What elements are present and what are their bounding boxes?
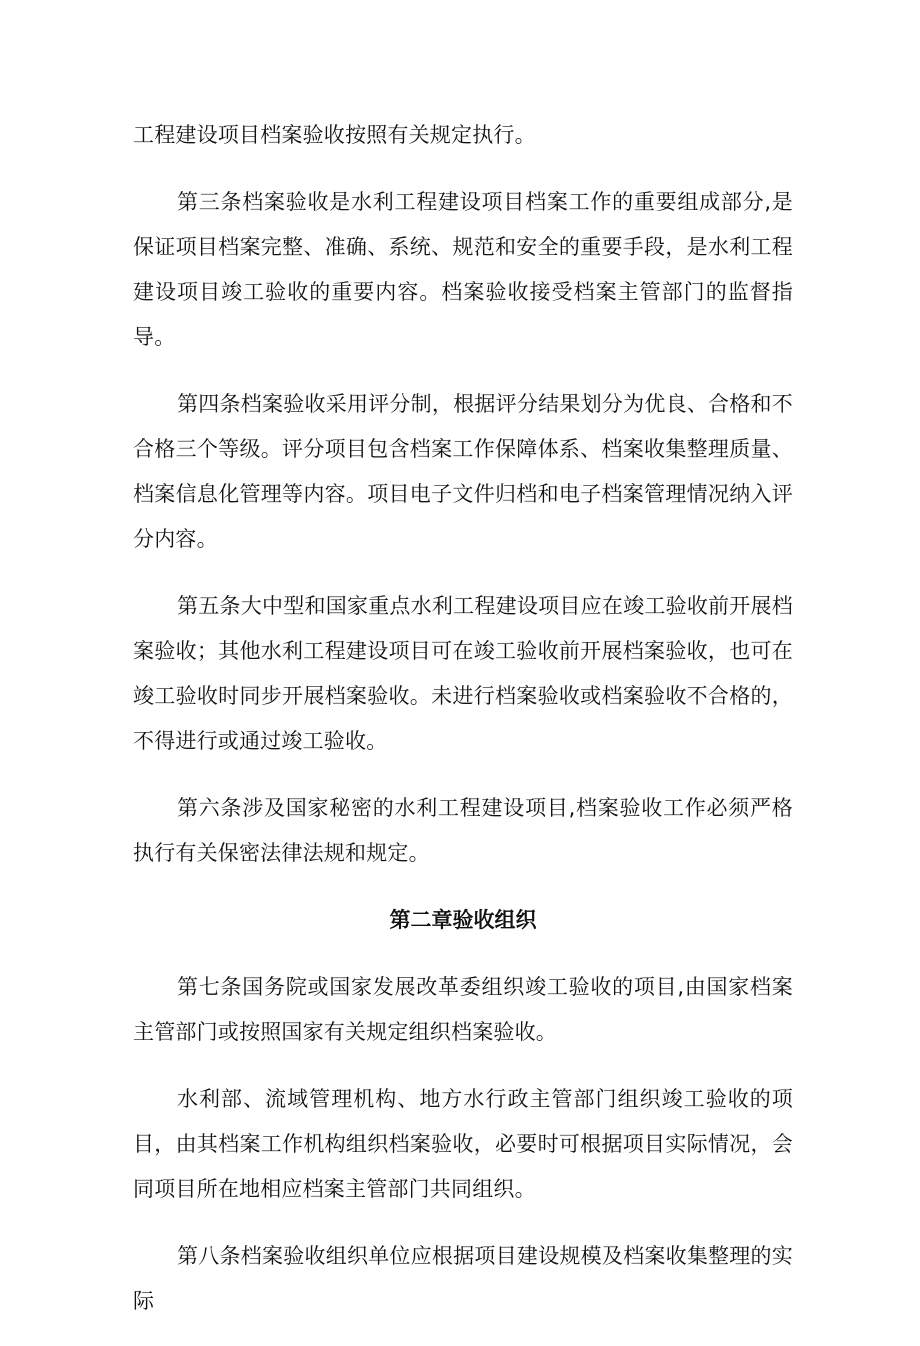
article-4-paragraph: 第四条档案验收采用评分制，根据评分结果划分为优良、合格和不合格三个等级。评分项目包含档案工作保障体系、档案收集整理质量、档案信息化管理等内容。项目电子文件归档和电子档案管理情况纳入评分内容。 xyxy=(133,392,793,551)
article-6-paragraph: 第六条涉及国家秘密的水利工程建设项目,档案验收工作必须严格执行有关保密法律法规和规定。 xyxy=(133,796,793,865)
paragraph-continuation: 工程建设项目档案验收按照有关规定执行。 xyxy=(133,123,536,147)
article-5-paragraph: 第五条大中型和国家重点水利工程建设项目应在竣工验收前开展档案验收；其他水利工程建设项目可在竣工验收前开展档案验收，也可在竣工验收时同步开展档案验收。未进行档案验收或档案验收不合格的，不得进行或通过竣工验收。 xyxy=(133,594,793,753)
document-body xyxy=(133,113,793,1346)
article-3-paragraph: 第三条档案验收是水利工程建设项目档案工作的重要组成部分,是保证项目档案完整、准确、系统、规范和安全的重要手段，是水利工程建设项目竣工验收的重要内容。档案验收接受档案主管部门的监督指导。 xyxy=(133,190,793,349)
article-7-second-paragraph: 水利部、流域管理机构、地方水行政主管部门组织竣工验收的项目，由其档案工作机构组织档案验收，必要时可根据项目实际情况，会同项目所在地相应档案主管部门共同组织。 xyxy=(133,1087,793,1201)
article-8-paragraph: 第八条档案验收组织单位应根据项目建设规模及档案收集整理的实际 xyxy=(133,1244,793,1313)
article-7-paragraph: 第七条国务院或国家发展改革委组织竣工验收的项目,由国家档案主管部门或按照国家有关规定组织档案验收。 xyxy=(133,975,793,1044)
chapter-heading: 第二章验收组织 xyxy=(389,908,537,932)
